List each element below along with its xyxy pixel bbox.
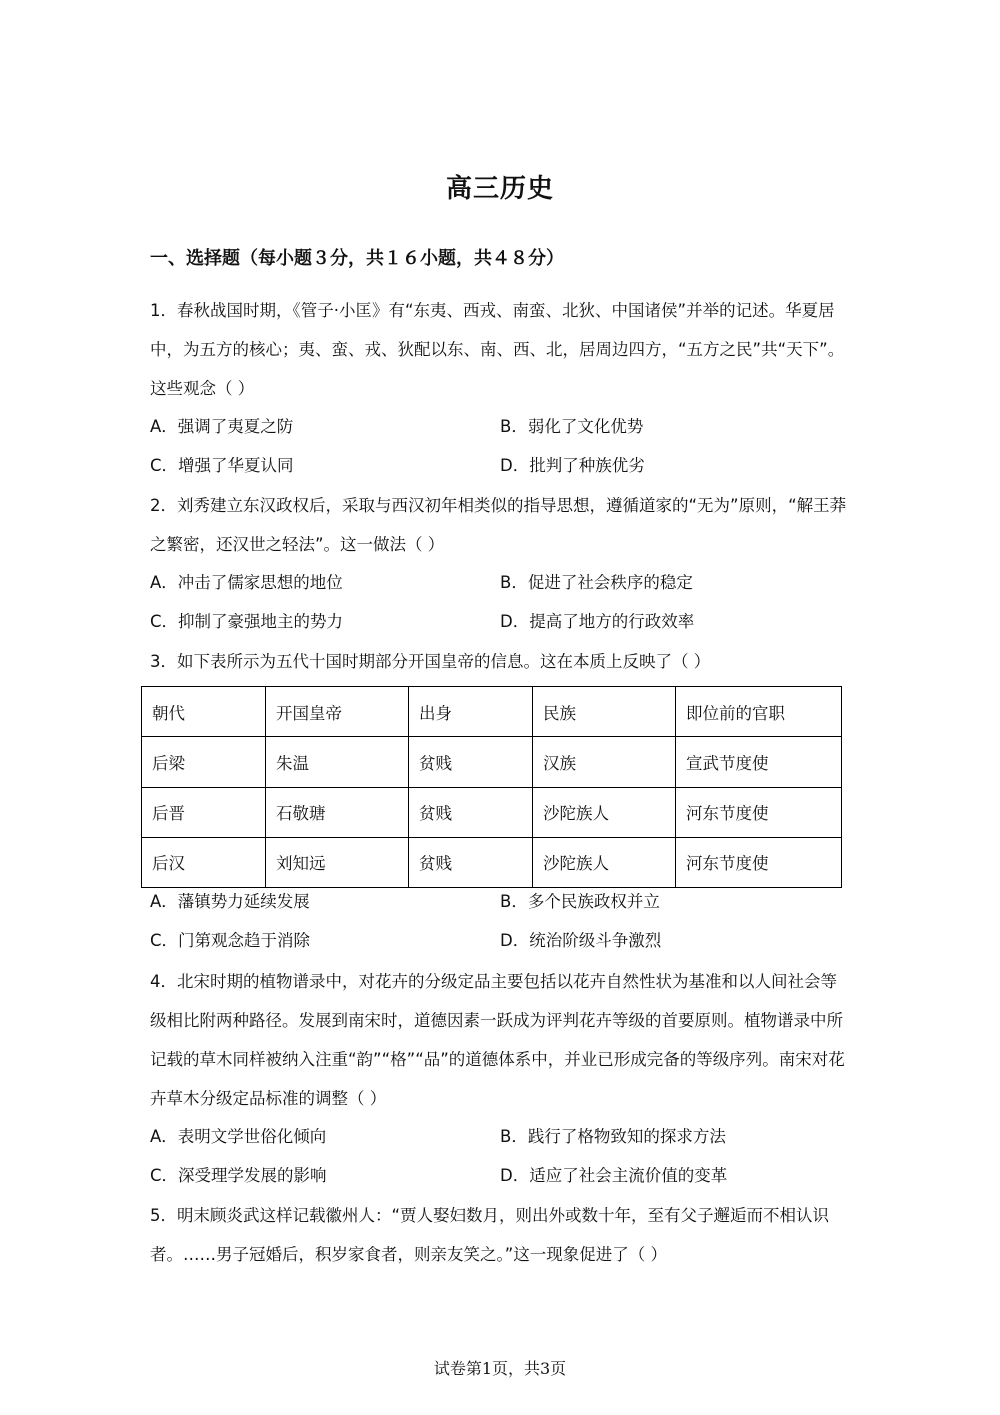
question-3-option-d[interactable]: D．统治阶级斗争激烈 (500, 931, 662, 950)
question-2-option-b[interactable]: B．促进了社会秩序的稳定 (500, 573, 693, 592)
table-cell: 汉族 (533, 737, 676, 787)
table-cell: 河东节度使 (676, 787, 842, 837)
question-3-option-a[interactable]: A．藩镇势力延续发展 (150, 892, 310, 911)
table-cell: 沙陀族人 (533, 837, 676, 887)
table-cell: 刘知远 (266, 837, 409, 887)
question-3-option-b[interactable]: B．多个民族政权并立 (500, 892, 660, 911)
page-title: 高三历史 (445, 174, 554, 204)
table-cell: 石敬瑭 (266, 787, 409, 837)
table-cell: 沙陀族人 (533, 787, 676, 837)
table-cell: 贫贱 (409, 737, 533, 787)
table-cell: 朱温 (266, 737, 409, 787)
table-row (142, 737, 842, 787)
question-4-stem: 4．北宋时期的植物谱录中，对花卉的分级定品主要包括以花卉自然性状为基准和以人间社会等级相比附两种路径。发展到南宋时，道德因素一跃成为评判花卉等级的首要原则。植物谱录中所记载的草木同样被纳入注重“韵”“格”“品”的道德体系中，并业已形成完备的等级序列。南宋对花卉草木分级定品标准的调整（ ） (150, 972, 845, 1108)
table-header-cell: 民族 (533, 687, 676, 737)
table-cell: 宣武节度使 (676, 737, 842, 787)
question-2-option-d[interactable]: D．提高了地方的行政效率 (500, 612, 695, 631)
table-header-cell: 开国皇帝 (266, 687, 409, 737)
table-cell: 后汉 (142, 837, 266, 887)
question-1-stem: 1．春秋战国时期，《管子·小匡》有“东夷、西戎、南蛮、北狄、中国诸侯”并举的记述。华夏居中，为五方的核心；夷、蛮、戎、狄配以东、南、西、北，居周边四方，“五方之民”共“天下”。这些观念（ ） (150, 301, 845, 398)
question-1-option-d[interactable]: D．批判了种族优劣 (500, 456, 645, 475)
question-2-option-a[interactable]: A．冲击了儒家思想的地位 (150, 573, 343, 592)
question-4-option-b[interactable]: B．践行了格物致知的探求方法 (500, 1127, 726, 1146)
question-1-option-c[interactable]: C．增强了华夏认同 (150, 456, 294, 475)
dynasty-table (141, 686, 842, 888)
question-3-stem: 3．如下表所示为五代十国时期部分开国皇帝的信息。这在本质上反映了（ ） (150, 652, 711, 671)
question-5-stem: 5．明末顾炎武这样记载徽州人：“贾人娶妇数月，则出外或数十年，至有父子邂逅而不相认识者。……男子冠婚后，积岁家食者，则亲友笑之。”这一现象促进了（ ） (150, 1206, 830, 1264)
table-header-cell: 朝代 (142, 687, 266, 737)
question-3-option-c[interactable]: C．门第观念趋于消除 (150, 931, 311, 950)
question-4-option-d[interactable]: D．适应了社会主流价值的变革 (500, 1166, 728, 1185)
table-cell: 贫贱 (409, 837, 533, 887)
table-header-row (142, 687, 842, 737)
table-row (142, 787, 842, 837)
table-cell: 后梁 (142, 737, 266, 787)
section-heading: 一、选择题（每小题３分，共１６小题，共４８分） (150, 248, 564, 269)
table-row (142, 837, 842, 887)
question-4-option-c[interactable]: C．深受理学发展的影响 (150, 1166, 327, 1185)
question-2-option-c[interactable]: C．抑制了豪强地主的势力 (150, 612, 344, 631)
table-cell: 河东节度使 (676, 837, 842, 887)
table-header-cell: 即位前的官职 (676, 687, 842, 737)
table-header-cell: 出身 (409, 687, 533, 737)
table-cell: 后晋 (142, 787, 266, 837)
table-cell: 贫贱 (409, 787, 533, 837)
question-4-option-a[interactable]: A．表明文学世俗化倾向 (150, 1127, 327, 1146)
question-1-option-a[interactable]: A．强调了夷夏之防 (150, 417, 294, 436)
question-2-stem: 2．刘秀建立东汉政权后，采取与西汉初年相类似的指导思想，遵循道家的“无为”原则，“解王莽之繁密，还汉世之轻法”。这一做法（ ） (150, 496, 847, 554)
page-footer: 试卷第1页，共3页 (433, 1359, 567, 1378)
question-1-option-b[interactable]: B．弱化了文化优势 (500, 417, 644, 436)
